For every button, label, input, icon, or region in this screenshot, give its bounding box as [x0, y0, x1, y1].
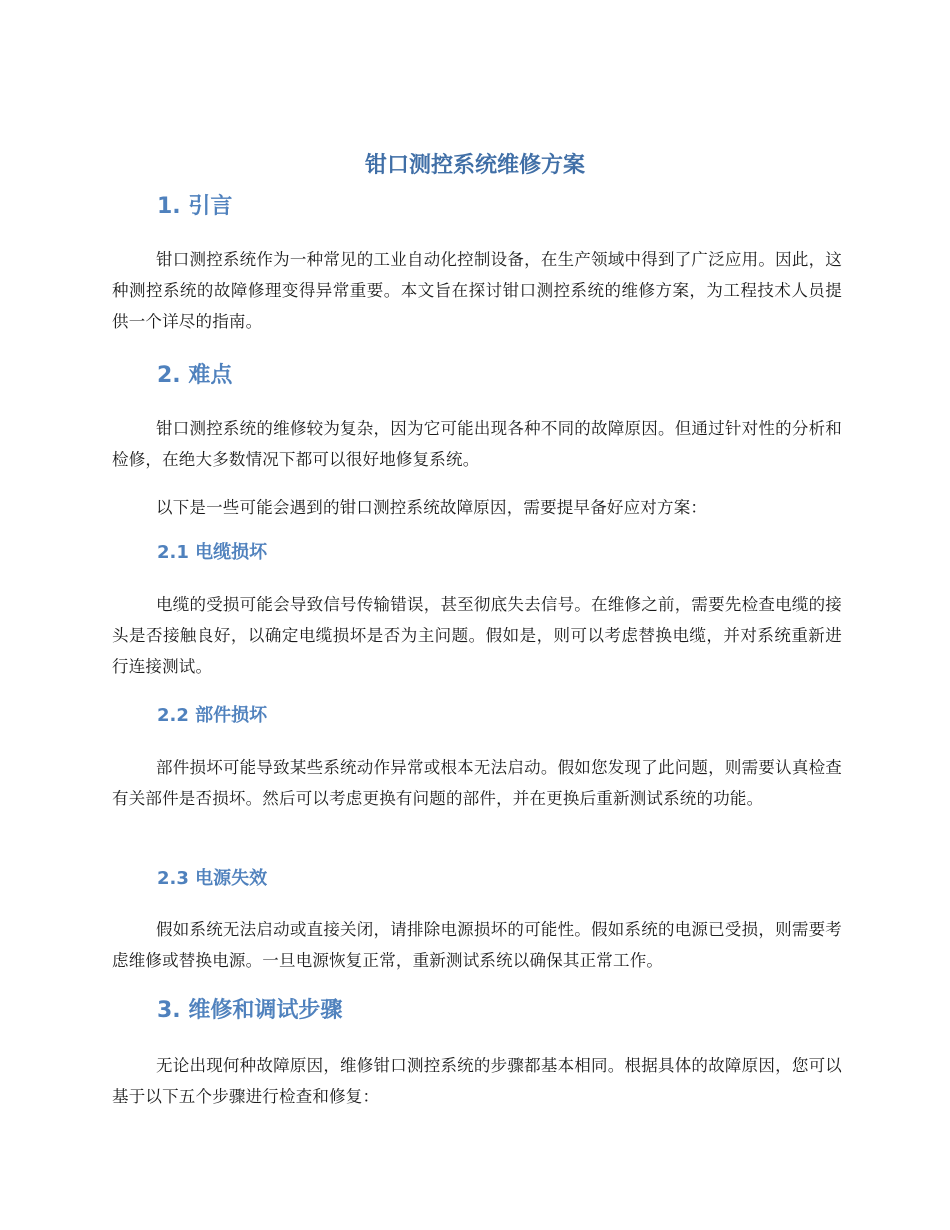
subsection-heading-cable: 2.1 电缆损坏	[157, 542, 268, 563]
paragraph-steps: 无论出现何种故障原因，维修钳口测控系统的步骤都基本相同。根据具体的故障原因，您可以基于以下五个步骤进行检查和修复：	[112, 1056, 842, 1106]
section-heading-intro: 1. 引言	[157, 194, 233, 219]
document-title: 钳口测控系统维修方案	[364, 153, 585, 178]
paragraph-component: 部件损坏可能导致某些系统动作异常或根本无法启动。假如您发现了此问题，则需要认真检查有关部件是否损坏。然后可以考虑更换有问题的部件，并在更换后重新测试系统的功能。	[112, 758, 842, 808]
paragraph-intro: 钳口测控系统作为一种常见的工业自动化控制设备，在生产领域中得到了广泛应用。因此，这种测控系统的故障修理变得异常重要。本文旨在探讨钳口测控系统的维修方案，为工程技术人员提供一个详尽的指南。	[112, 250, 842, 331]
section-heading-steps: 3. 维修和调试步骤	[157, 998, 343, 1023]
paragraph-power: 假如系统无法启动或直接关闭，请排除电源损坏的可能性。假如系统的电源已受损，则需要考虑维修或替换电源。一旦电源恢复正常，重新测试系统以确保其正常工作。	[112, 920, 842, 970]
paragraph-causes-intro: 以下是一些可能会遇到的钳口测控系统故障原因，需要提早备好应对方案：	[156, 498, 708, 517]
subsection-heading-power: 2.3 电源失效	[157, 868, 268, 889]
section-heading-difficulty: 2. 难点	[157, 363, 233, 388]
subsection-heading-component: 2.2 部件损坏	[157, 705, 268, 726]
paragraph-difficulty: 钳口测控系统的维修较为复杂，因为它可能出现各种不同的故障原因。但通过针对性的分析和检修，在绝大多数情况下都可以很好地修复系统。	[112, 419, 842, 469]
paragraph-cable: 电缆的受损可能会导致信号传输错误，甚至彻底失去信号。在维修之前，需要先检查电缆的接头是否接触良好，以确定电缆损坏是否为主问题。假如是，则可以考虑替换电缆，并对系统重新进行连接测试。	[112, 595, 842, 676]
